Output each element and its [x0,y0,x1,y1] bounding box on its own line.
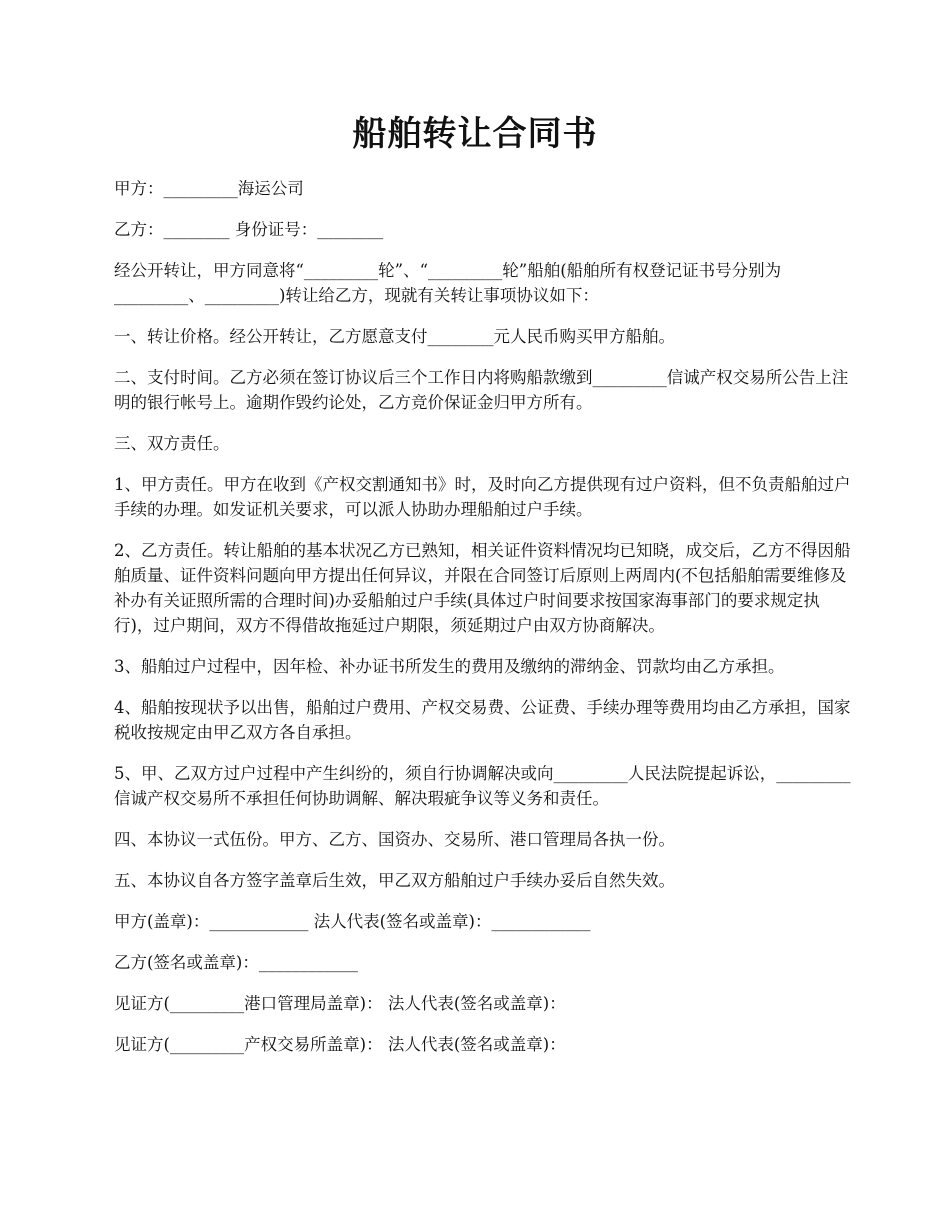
signature-witness-exchange: 见证方(_________产权交易所盖章)： 法人代表(签名或盖章)： [114,1035,566,1054]
party-a-line: 甲方：_________海运公司 [114,179,304,198]
clause-disputes: 5、甲、乙双方过户过程中产生纠纷的，须自行协调解决或向_________人民法院提起诉讼，_________信诚产权交易所不承担任何协助调解、解决瑕疵争议等义务和责任。 [114,764,851,808]
clause-payment-time: 二、支付时间。乙方必须在签订协议后三个工作日内将购船款缴到_________信诚产权交易所公告上注明的银行帐号上。逾期作毁约论处，乙方竞价保证金归甲方所有。 [114,368,849,412]
clause-sale-as-is: 4、船舶按现状予以出售，船舶过户费用、产权交易费、公证费、手续办理等费用均由乙方承担，国家税收按规定由甲乙双方各自承担。 [114,698,851,742]
signature-witness-port-authority: 见证方(_________港口管理局盖章)： 法人代表(签名或盖章)： [114,994,566,1013]
clause-responsibilities-heading: 三、双方责任。 [114,434,230,453]
preamble-paragraph: 经公开转让，甲方同意将“_________轮”、“_________轮”船舶(船舶所有权登记证书号分别为_________、_________)转让给乙方，现就有关转让事项协议如下： [114,261,782,305]
clause-price: 一、转让价格。经公开转让，乙方愿意支付________元人民币购买甲方船舶。 [114,327,675,346]
clause-transfer-fees: 3、船舶过户过程中，因年检、补办证书所发生的费用及缴纳的滞纳金、罚款均由乙方承担。 [114,657,785,676]
contract-body [114,176,854,1073]
document-title: 船舶转让合同书 [352,114,598,154]
party-b-line: 乙方：________ 身份证号：________ [114,220,384,239]
signature-party-a: 甲方(盖章)：____________ 法人代表(签名或盖章)：____________ [114,912,591,931]
clause-copies: 四、本协议一式伍份。甲方、乙方、国资办、交易所、港口管理局各执一份。 [114,830,675,849]
clause-party-b-responsibility: 2、乙方责任。转让船舶的基本状况乙方已熟知，相关证件资料情况均已知晓，成交后，乙方不得因船舶质量、证件资料问题向甲方提出任何异议，并限在合同签订后原则上两周内(不包括船舶需要维修及补办有关证照所需的合理时间)办妥船舶过户手续(具体过户时间要求按国家海事部门的要求规定执行)，过户期间，双方不得借故拖延过户期限，须延期过户由双方协商解决。 [114,541,851,635]
clause-party-a-responsibility: 1、甲方责任。甲方在收到《产权交割通知书》时，及时向乙方提供现有过户资料，但不负责船舶过户手续的办理。如发证机关要求，可以派人协助办理船舶过户手续。 [114,475,851,519]
signature-party-b: 乙方(签名或盖章)：____________ [114,953,358,972]
clause-effectiveness: 五、本协议自各方签字盖章后生效，甲乙双方船舶过户手续办妥后自然失效。 [114,871,675,890]
